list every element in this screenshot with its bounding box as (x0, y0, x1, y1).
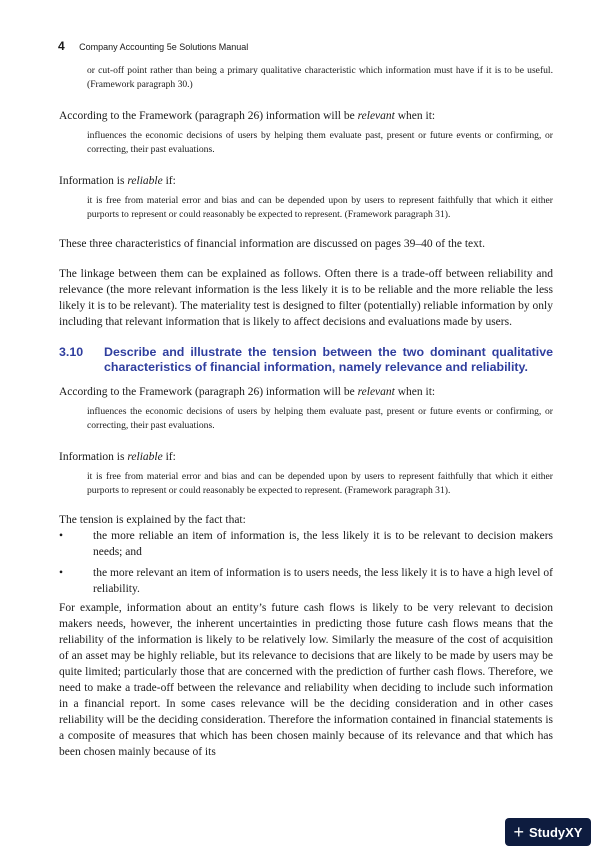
section-heading (59, 345, 553, 375)
reliable-intro-repeat: Information is reliable if: (59, 451, 176, 463)
list-item: • the more relevant an item of information is to users needs, the less likely it is to have a high level of reliability. (59, 567, 553, 595)
studyxy-logo (505, 818, 591, 846)
page-header (58, 37, 248, 55)
three-characteristics-paragraph: These three characteristics of financial information are discussed on pages 39–40 of the text. (59, 238, 485, 250)
reliable-quote: it is free from material error and bias and can be depended upon by users to represent faithfully that which it either purports to represent or could reasonably be expected to represent. (Framework paragraph 31). (87, 195, 553, 220)
bullet-icon: • (59, 567, 64, 579)
relevant-quote: influences the economic decisions of users by helping them evaluate past, present or future events or confirming, or correcting, their past evaluations. (87, 130, 553, 155)
plus-icon: + (513, 821, 525, 842)
relevant-quote-repeat: influences the economic decisions of users by helping them evaluate past, present or future events or confirming, or correcting, their past evaluations. (87, 406, 553, 431)
example-paragraph: For example, information about an entity’s future cash flows is likely to be very relevant to decision makers needs, however, the inherent uncertainties in predicting those future cash flows means that the reliability of the information is likely to be relatively low. Similarly the measure of the cost of acquisition of an asset may be highly reliable, but its relevance to decisions that are likely to be made by users may be quite limited; particularly those that are concerned with the prediction of further cash flows. Therefore, we need to make a trade-off between the relevance and reliability when deciding to include such information in a financial report. In some cases relevance will be the deciding consideration and in other cases reliability will be the deciding consideration. Therefore the information contained in financial statements is a composite of measures that which has been chosen mainly because of its relevance and that which has been chosen mainly because of its (59, 602, 553, 758)
section-number: 3.10 (59, 345, 84, 359)
book-title: Company Accounting 5e Solutions Manual (79, 42, 249, 52)
logo-text: StudyXY (529, 824, 583, 840)
linkage-paragraph: The linkage between them can be explained as follows. Often there is a trade-off between reliability and relevance (the more relevant information is the less likely it is to be reliable and the more reliable the less likely it is to be relevant). The materiality test is designed to filter (potentially) reliable information by only including that relevant information that is likely to affect decisions and evaluations made by users. (59, 268, 553, 328)
bullet-icon: • (59, 530, 64, 542)
relevant-intro: According to the Framework (paragraph 26) information will be relevant when it: (59, 110, 436, 122)
intro-quote: or cut-off point rather than being a primary qualitative characteristic which information must have if it is to be useful. (Framework paragraph 30.) (87, 65, 553, 90)
relevant-intro-repeat: According to the Framework (paragraph 26) information will be relevant when it: (59, 386, 436, 398)
list-item: • the more reliable an item of information is, the less likely it is to be relevant to decision makers needs; and (59, 530, 553, 558)
page-number: 4 (58, 39, 65, 53)
page-content (59, 64, 553, 760)
reliable-quote-repeat: it is free from material error and bias and can be depended upon by users to represent faithfully that which it either purports to represent or could reasonably be expected to represent. (Framework paragraph 31). (87, 471, 553, 496)
reliable-intro: Information is reliable if: (59, 175, 176, 187)
tension-intro: The tension is explained by the fact that: (59, 514, 246, 526)
section-title: Describe and illustrate the tension between the two dominant qualitative characteristics of financial information, namely relevance and reliability. (104, 345, 553, 374)
